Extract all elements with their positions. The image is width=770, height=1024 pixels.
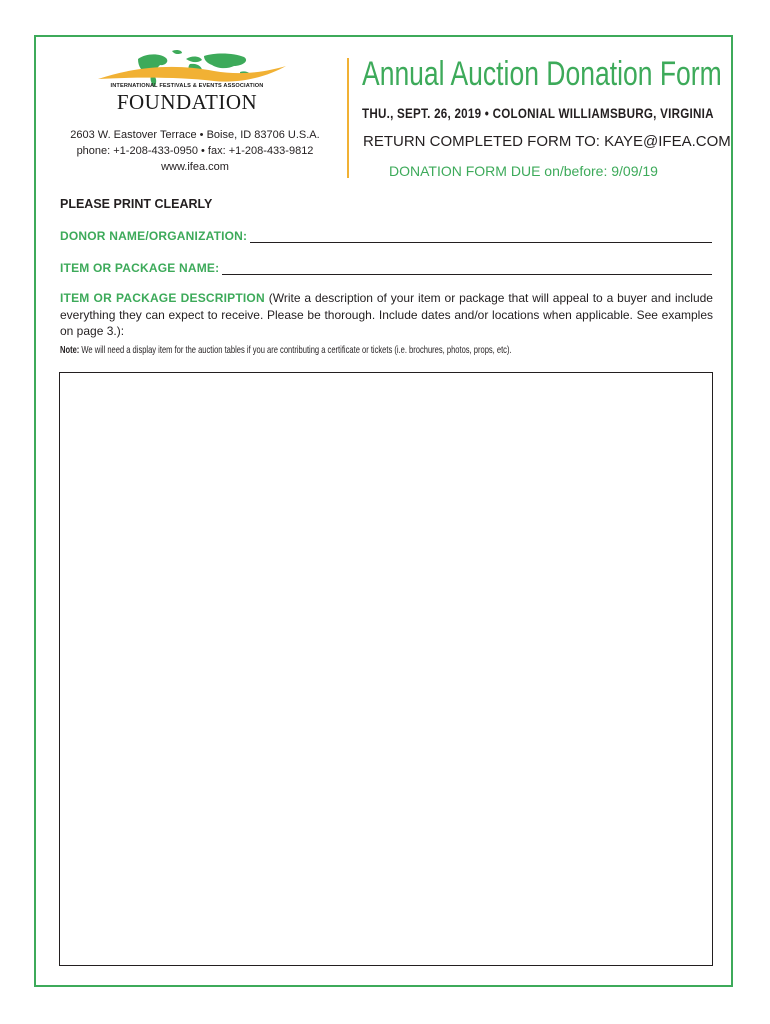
description-instructions-block bbox=[60, 290, 713, 340]
print-clearly-notice: PLEASE PRINT CLEARLY bbox=[60, 197, 213, 211]
ifea-foundation-logo bbox=[94, 49, 294, 121]
donor-name-label: DONOR NAME/ORGANIZATION: bbox=[60, 229, 248, 243]
logo-wordmark: FOUNDATION bbox=[116, 90, 258, 114]
address-website: www.ifea.com bbox=[161, 161, 229, 173]
item-name-label: ITEM OR PACKAGE NAME: bbox=[60, 261, 220, 275]
description-textarea[interactable] bbox=[59, 372, 713, 966]
item-name-field[interactable] bbox=[222, 260, 712, 275]
address-phone-fax: phone: +1-208-433-0950 • fax: +1-208-433-9812 bbox=[76, 145, 314, 157]
donor-name-field[interactable] bbox=[250, 228, 712, 243]
due-date: DONATION FORM DUE on/before: 9/09/19 bbox=[389, 163, 658, 179]
display-item-note bbox=[60, 344, 512, 356]
event-subtitle: THU., SEPT. 26, 2019 • COLONIAL WILLIAMSBURG, VIRGINIA bbox=[362, 105, 714, 121]
description-label: ITEM OR PACKAGE DESCRIPTION bbox=[60, 291, 265, 305]
description-instructions: (Write a description of your item or package that will appeal to a buyer and include everything they can expect to receive. Please be thorough. Include dates and/or locations when applicable. See examples on page 3.): bbox=[60, 291, 713, 338]
header-divider bbox=[347, 58, 349, 178]
item-name-row bbox=[60, 260, 712, 275]
donor-name-row bbox=[60, 228, 712, 243]
return-instructions: RETURN COMPLETED FORM TO: KAYE@IFEA.COM bbox=[363, 133, 731, 150]
note-label: Note: bbox=[60, 344, 80, 356]
note-text: We will need a display item for the auction tables if you are contributing a certificate or tickets (i.e. brochures, photos, props, etc). bbox=[79, 344, 512, 356]
address-street: 2603 W. Eastover Terrace • Boise, ID 83706 U.S.A. bbox=[70, 129, 320, 141]
page-title: Annual Auction Donation Form bbox=[362, 55, 722, 93]
logo-org-name: INTERNATIONAL FESTIVALS & EVENTS ASSOCIATION bbox=[110, 83, 264, 89]
